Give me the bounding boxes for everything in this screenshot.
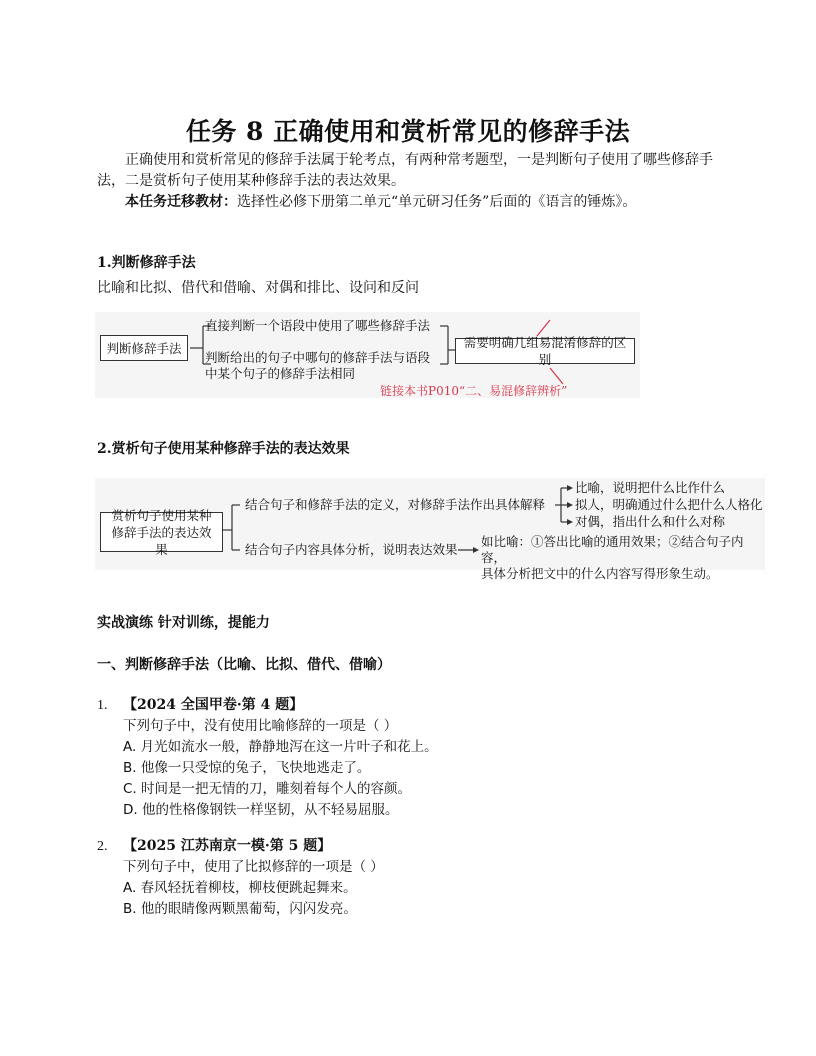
question-1 <box>97 695 737 825</box>
section1-subtitle: 比喻和比拟、借代和借喻、对偶和排比、设问和反问 <box>97 280 419 296</box>
question-stem: 下列句子中，使用了比拟修辞的一项是（ ） <box>123 859 384 875</box>
diagram2-root-line2: 修辞手法的表达效果 <box>111 524 212 557</box>
page-title: 任务 8 正确使用和赏析常见的修辞手法 <box>185 117 631 146</box>
diagram2-branch2: 结合句子内容具体分析，说明表达效果 <box>245 542 458 557</box>
diagram-judge-rhetoric <box>95 312 640 398</box>
transfer-text: 选择性必修下册第二单元“单元研习任务”后面的《语言的锤炼》。 <box>237 194 637 210</box>
option-b: B. 他像一只受惊的兔子，飞快地逃走了。 <box>123 760 371 776</box>
diagram2-root-box <box>100 507 223 557</box>
diagram2-example-line2: 具体分析把文中的什么内容写得形象生动。 <box>481 566 719 581</box>
question-number: 1. <box>97 698 108 713</box>
transfer-paragraph <box>97 192 727 213</box>
section2-heading: 2.赏析句子使用某种修辞手法的表达效果 <box>97 441 350 457</box>
section1-heading: 1.判断修辞手法 <box>97 255 196 271</box>
transfer-label: 本任务迁移教材： <box>125 194 237 210</box>
option-b: B. 他的眼睛像两颗黑葡萄，闪闪发亮。 <box>123 901 357 917</box>
option-a: A. 春风轻抚着柳枝，柳枝便跳起舞来。 <box>123 880 357 896</box>
question-source: 【2025 江苏南京一模·第 5 题】 <box>123 838 332 854</box>
option-c: C. 时间是一把无情的刀，雕刻着每个人的容颜。 <box>123 781 412 797</box>
option-a: A. 月光如流水一般，静静地泻在这一片叶子和花上。 <box>123 739 438 755</box>
diagram2-root-line1: 赏析句子使用某种 <box>111 507 212 523</box>
diagram2-example <box>481 534 765 582</box>
question-number: 2. <box>97 839 108 854</box>
diagram2-sub1: 比喻，说明把什么比作什么 <box>575 480 726 495</box>
diagram-root-box: 判断修辞手法 <box>100 335 188 361</box>
diagram2-example-line1: 如比喻：①答出比喻的通用效果；②结合句子内容， <box>481 534 744 565</box>
option-d: D. 他的性格像钢铁一样坚韧，从不轻易屈服。 <box>123 802 399 818</box>
intro-paragraph: 正确使用和赏析常见的修辞手法属于轮考点，有两种常考题型，一是判断句子使用了哪些修辞手法，二是赏析句子使用某种修辞手法的表达效果。 <box>97 152 713 189</box>
diagram2-sub3: 对偶，指出什么和什么对称 <box>575 514 726 529</box>
diagram-branch1: 直接判断一个语段中使用了哪些修辞手法 <box>205 318 431 333</box>
diagram2-sub2: 拟人，明确通过什么把什么人格化 <box>575 497 763 512</box>
diagram-branch2-line1: 判断给出的句子中哪句的修辞手法与语段 <box>205 350 431 365</box>
question-stem: 下列句子中，没有使用比喻修辞的一项是（ ） <box>123 718 398 734</box>
diagram-link-note: 链接本书P010“二、易混修辞辨析” <box>380 384 568 398</box>
diagram-branch2-line2: 中某个句子的修辞手法相同 <box>205 366 356 381</box>
practice-part1-heading: 一、判断修辞手法（比喻、比拟、借代、借喻） <box>97 657 391 673</box>
diagram2-branch1: 结合句子和修辞手法的定义，对修辞手法作出具体解释 <box>245 497 546 512</box>
practice-heading: 实战演练 针对训练，提能力 <box>97 615 270 631</box>
diagram-result-box: 需要明确几组易混淆修辞的区别 <box>455 338 635 364</box>
question-2 <box>97 836 737 926</box>
diagram-branch2 <box>205 350 430 382</box>
question-source: 【2024 全国甲卷·第 4 题】 <box>123 697 304 713</box>
diagram-appreciate-effect <box>95 478 765 581</box>
